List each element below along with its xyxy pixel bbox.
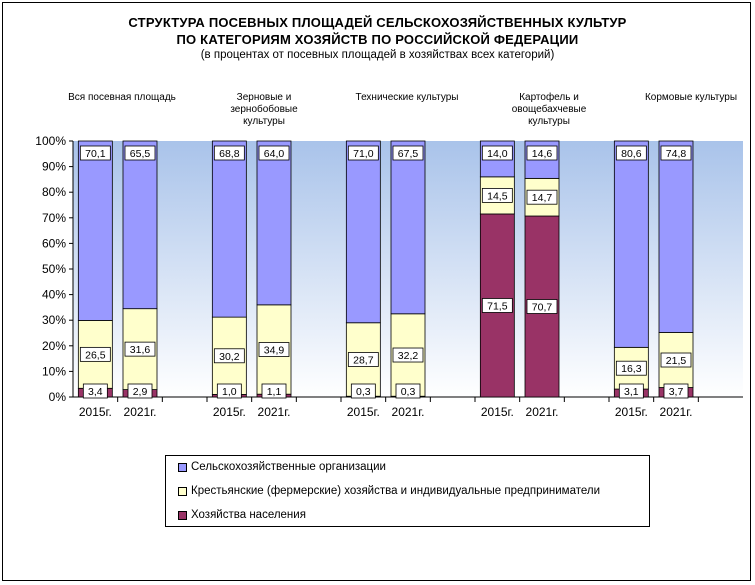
data-label: 0,3 (400, 386, 416, 398)
data-label: 71,0 (353, 148, 374, 160)
x-category-label: 2015г. (480, 405, 514, 419)
x-category-label: 2015г. (614, 405, 648, 419)
group-label-industrial: Технические культуры (355, 92, 459, 103)
data-label: 3,1 (624, 386, 639, 398)
data-label: 14,6 (531, 148, 553, 160)
y-tick-label: 100% (35, 134, 66, 148)
y-tick-label: 90% (41, 159, 66, 174)
data-label: 65,5 (129, 148, 151, 160)
x-category-label: 2021г. (391, 405, 425, 419)
data-label: 2,9 (132, 386, 148, 398)
data-label: 21,5 (665, 355, 687, 368)
legend (165, 455, 650, 527)
x-category-label: 2021г. (525, 405, 559, 419)
x-category-label: 2021г. (659, 405, 693, 419)
data-label: 14,0 (487, 148, 508, 160)
data-label: 74,8 (665, 148, 687, 160)
legend-swatch-households (178, 511, 187, 520)
group-label-fodder: Кормовые культуры (644, 92, 738, 103)
data-label: 3,4 (88, 386, 103, 398)
data-label: 70,1 (85, 148, 106, 160)
y-tick-label: 70% (41, 210, 66, 225)
data-label: 71,5 (487, 300, 508, 313)
y-tick-label: 80% (41, 185, 66, 200)
data-label: 16,3 (621, 363, 642, 376)
bar-segment-org (346, 141, 380, 323)
chart-subtitle: (в процентах от посевных площадей в хозяйствах всех категорий) (200, 49, 555, 61)
legend-swatch-farm (178, 487, 187, 496)
group-label-potato-vegetables: Картофель и овощебахчевые культуры (511, 92, 587, 127)
bar-segment-org (257, 141, 291, 305)
y-tick-label: 50% (41, 262, 66, 276)
legend-label-org: Сельскохозяйственные организации (191, 461, 386, 473)
data-label: 68,8 (219, 148, 240, 160)
data-label: 14,7 (531, 192, 553, 205)
data-label: 1,0 (222, 386, 237, 398)
y-tick-label: 0% (48, 390, 66, 404)
chart-title-line2: ПО КАТЕГОРИЯМ ХОЗЯЙСТВ ПО РОССИЙСКОЙ ФЕДЕРАЦИИ (176, 32, 579, 47)
bar-segment-org (78, 141, 112, 320)
x-category-label: 2021г. (257, 405, 291, 419)
data-label: 31,6 (129, 344, 151, 357)
data-label: 32,2 (397, 350, 419, 363)
data-label: 64,0 (263, 148, 285, 160)
y-tick-label: 60% (41, 236, 66, 251)
data-label: 70,7 (531, 301, 553, 314)
legend-label-farm: Крестьянские (фермерские) хозяйства и индивидуальные предприниматели (191, 485, 601, 497)
y-tick-label: 20% (41, 338, 66, 353)
bar-segment-org (659, 141, 693, 332)
chart-title-line1: СТРУКТУРА ПОСЕВНЫХ ПЛОЩАДЕЙ СЕЛЬСКОХОЗЯЙСТВЕННЫХ КУЛЬТУР (128, 15, 627, 30)
data-label: 26,5 (85, 349, 106, 362)
bar-segment-org (123, 141, 157, 309)
y-tick-label: 30% (41, 313, 66, 328)
data-label: 1,1 (266, 386, 282, 398)
data-label: 34,9 (263, 344, 285, 357)
bar-segment-org (391, 141, 425, 314)
data-label: 3,7 (668, 386, 684, 398)
legend-item-org (178, 461, 386, 473)
legend-item-farm (178, 485, 600, 497)
data-label: 0,3 (356, 386, 371, 398)
data-label: 28,7 (353, 354, 374, 367)
x-category-label: 2015г. (78, 405, 112, 419)
legend-swatch-org (178, 463, 187, 472)
group-label-total-area: Вся посевная площадь (68, 92, 176, 103)
y-tick-label: 40% (41, 287, 66, 302)
group-label-grain: Зерновые и зернобобовые культуры (230, 92, 298, 127)
data-label: 80,6 (621, 148, 642, 160)
x-category-label: 2021г. (123, 405, 157, 419)
x-category-label: 2015г. (346, 405, 380, 419)
legend-item-households (178, 509, 306, 521)
y-tick-label: 10% (41, 364, 66, 379)
data-label: 67,5 (397, 148, 419, 160)
legend-label-households: Хозяйства населения (191, 509, 306, 521)
bar-segment-org (614, 141, 648, 347)
x-category-label: 2015г. (212, 405, 246, 419)
data-label: 30,2 (219, 350, 240, 363)
bar-segment-org (212, 141, 246, 317)
data-label: 14,5 (487, 190, 508, 203)
